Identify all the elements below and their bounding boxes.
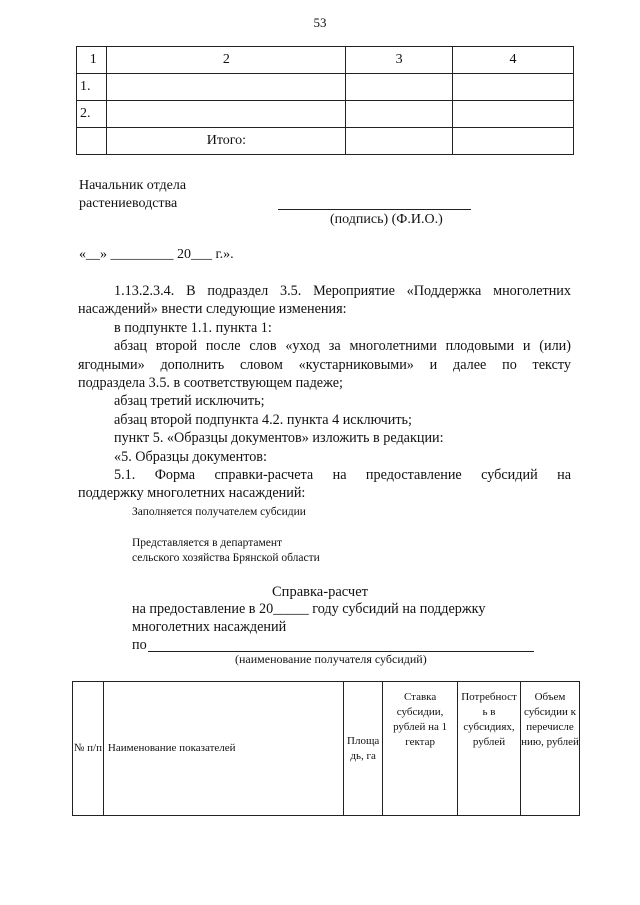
submit-line: Представляется в департамент <box>132 537 283 549</box>
paragraph: 1.13.2.3.4. В подраздел 3.5. Мероприятие «Поддержка многолетних <box>114 283 571 299</box>
total-label: Итого: <box>107 128 346 155</box>
signature-position <box>79 177 186 213</box>
table-total-row <box>77 128 574 155</box>
amendment-text <box>78 282 571 503</box>
paragraph: «5. Образцы документов: <box>114 448 267 465</box>
paragraph: подраздела 3.5. в соответствующем падеже; <box>78 375 343 392</box>
paragraph: абзац третий исключить; <box>114 393 265 410</box>
fill-note: Заполняется получателем субсидии <box>132 506 306 518</box>
table-header-cell: 3 <box>346 47 453 74</box>
signature-caption: (подпись) (Ф.И.О.) <box>330 212 443 227</box>
table-header-cell: 2 <box>107 47 346 74</box>
po-label: по <box>132 637 147 653</box>
row-number: 1. <box>77 74 107 101</box>
table-cell <box>346 74 453 101</box>
date-line: «__» _________ 20___ г.». <box>79 247 234 262</box>
table-cell <box>77 128 107 155</box>
indicator-table <box>76 46 574 155</box>
table-cell <box>453 74 574 101</box>
table-header-row <box>73 682 580 816</box>
table-header-cell: 4 <box>453 47 574 74</box>
col-amount-header: Объем субсидии к перечисле нию, рублей <box>521 682 580 816</box>
paragraph: абзац второй подпункта 4.2. пункта 4 исключить; <box>114 411 412 428</box>
submit-note <box>132 536 320 566</box>
table-header-row <box>77 47 574 74</box>
table-cell <box>453 101 574 128</box>
col-number-header: № п/п <box>73 682 104 816</box>
table-cell <box>107 101 346 128</box>
paragraph: в подпункте 1.1. пункта 1: <box>114 319 272 336</box>
table-cell <box>453 128 574 155</box>
paragraph: абзац второй после слов «уход за многолетними плодовыми и (или) <box>114 338 571 355</box>
paragraph: поддержку многолетних насаждений: <box>78 485 306 502</box>
col-area-header: Площа дь, га <box>344 682 383 816</box>
form-subtitle <box>132 600 485 654</box>
subtitle-line: на предоставление в 20_____ году субсидий на поддержку <box>132 601 486 617</box>
recipient-caption: (наименование получателя субсидий) <box>235 652 427 666</box>
position-line: Начальник отдела <box>79 178 187 193</box>
signature-line <box>278 209 471 210</box>
col-indicator-header: Наименование показателей <box>103 682 343 816</box>
paragraph: насаждений» внести следующие изменения: <box>78 301 347 318</box>
subtitle-line: многолетних насаждений <box>132 619 287 635</box>
row-number: 2. <box>77 101 107 128</box>
page-number: 53 <box>313 15 327 30</box>
paragraph: 5.1. Форма справки-расчета на предоставление субсидий на <box>114 467 571 484</box>
col-need-header: Потребност ь в субсидиях, рублей <box>458 682 521 816</box>
table-cell <box>346 101 453 128</box>
table-cell <box>107 74 346 101</box>
table-header-cell: 1 <box>77 47 107 74</box>
table-row <box>77 74 574 101</box>
paragraph: ягодными» дополнить словом «кустарниковыми» и далее по тексту <box>78 356 571 373</box>
position-line: растениеводства <box>79 196 178 211</box>
form-title: Справка-расчет <box>272 584 368 600</box>
table-cell <box>346 128 453 155</box>
col-rate-header: Ставка субсидии, рублей на 1 гектар <box>383 682 458 816</box>
calculation-table <box>72 681 580 816</box>
submit-line: сельского хозяйства Брянской области <box>132 552 320 564</box>
table-row <box>77 101 574 128</box>
paragraph: пункт 5. «Образцы документов» изложить в редакции: <box>114 430 444 447</box>
